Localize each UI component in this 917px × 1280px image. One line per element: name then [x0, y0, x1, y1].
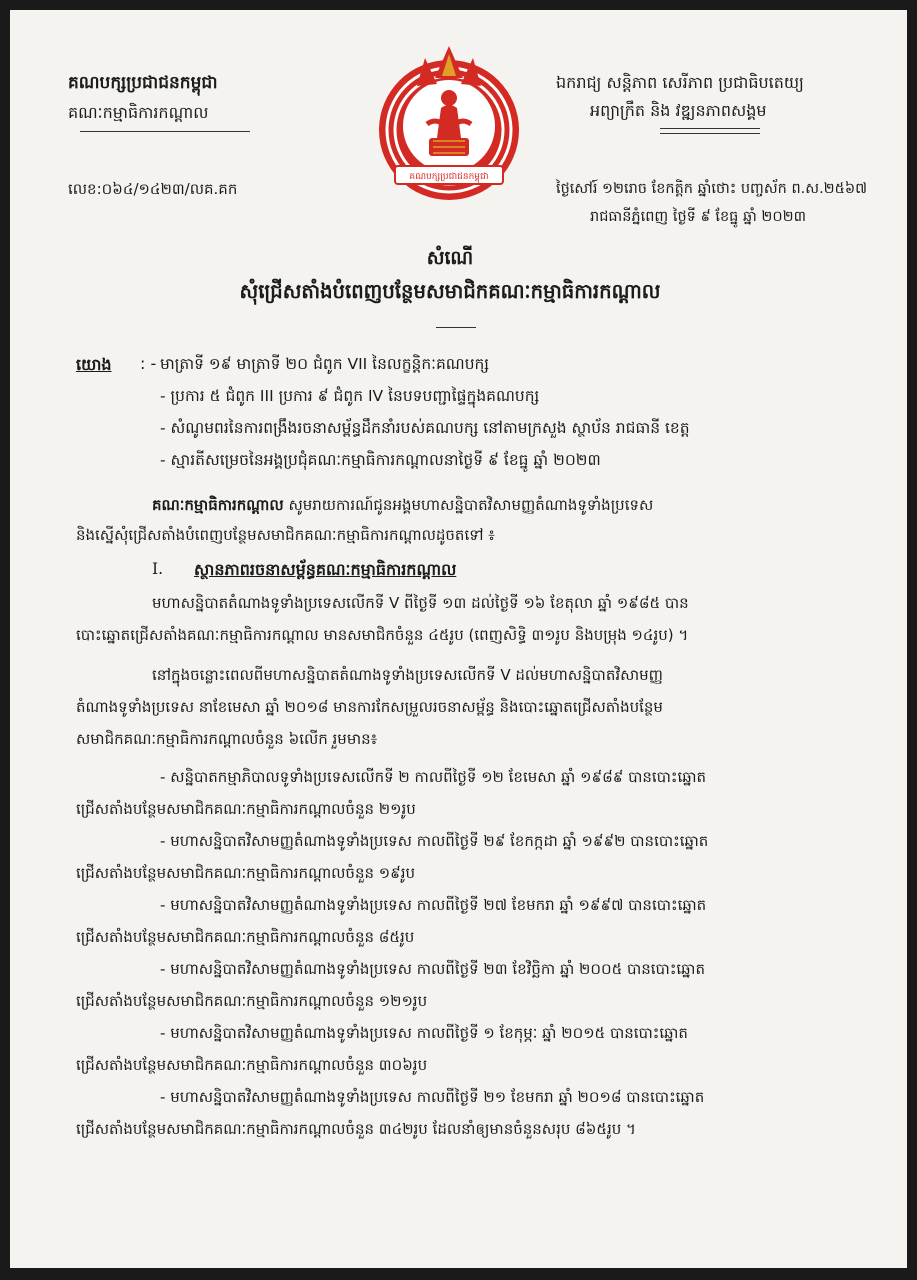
list-item: - សន្និបាតកម្មាភិបាលទូទាំងប្រទេសលើកទី ២ កាលពីថ្ងៃទី ១២ ខែមេសា ឆ្នាំ ១៩៨៩ បានបោះឆ្នោត	[160, 768, 707, 786]
references-colon: : -	[140, 354, 157, 373]
document-title: សំណើ	[426, 247, 474, 269]
list-item: - មហាសន្និបាតវិសាមញ្ញតំណាងទូទាំងប្រទេស កាលពីថ្ងៃទី ១ ខែកុម្ភៈ ឆ្នាំ ២០១៥ បានបោះឆ្នោត	[160, 1024, 688, 1042]
intro-line1	[152, 496, 653, 518]
motto-underline	[660, 128, 760, 129]
list-item: - មហាសន្និបាតវិសាមញ្ញតំណាងទូទាំងប្រទេស កាលពីថ្ងៃទី ២៧ ខែមករា ឆ្នាំ ១៩៩៧ បានបោះឆ្នោត	[160, 896, 707, 914]
motto-underline	[660, 133, 760, 134]
national-motto-line2: អព្យាក្រឹត និង វឌ្ឍនភាពសង្គម	[590, 101, 767, 120]
cpp-party-emblem-icon	[365, 38, 533, 206]
reference-item: - សំណូមពរនៃការពង្រឹងរចនាសម្ព័ន្ធដឹកនាំរបស់គណបក្ស នៅតាមក្រសួង ស្ថាប័ន រាជធានី ខេត្ត	[160, 419, 690, 437]
list-item-cont: ជ្រើសតាំងបន្ថែមសមាជិកគណៈកម្មាធិការកណ្តាលចំនួន ៣០៦រូប	[76, 1056, 428, 1074]
reference-item-text: មាត្រាទី ១៩ មាត្រាទី ២០ ជំពូក VII នៃលក្ខន្តិកៈគណបក្ស	[160, 355, 489, 373]
emblem-banner-text: គណបក្សប្រជាជនកម្ពុជា	[409, 172, 489, 182]
paragraph-line: តំណាងទូទាំងប្រទេស នាខែមេសា ឆ្នាំ ២០១៨ មានការកែសម្រួលរចនាសម្ព័ន្ធ និងបោះឆ្នោតជ្រើសតាំងបន្ថែម	[76, 698, 663, 716]
paragraph-line: សមាជិកគណៈកម្មាធិការកណ្តាលចំនួន ៦លើក រួមមាន៖	[76, 730, 378, 748]
references-label: យោង	[76, 355, 112, 374]
list-item: - មហាសន្និបាតវិសាមញ្ញតំណាងទូទាំងប្រទេស កាលពីថ្ងៃទី ២៩ ខែកក្កដា ឆ្នាំ ១៩៩២ បានបោះឆ្នោត	[160, 832, 709, 850]
list-item-cont: ជ្រើសតាំងបន្ថែមសមាជិកគណៈកម្មាធិការកណ្តាលចំនួន ១២១រូប	[76, 992, 428, 1010]
paragraph-line: នៅក្នុងចន្លោះពេលពីមហាសន្និបាតតំណាងទូទាំងប្រទេសលើកទី V ដល់មហាសន្និបាតវិសាមញ្ញ	[152, 666, 663, 684]
committee-underline	[80, 131, 250, 132]
list-item-cont: ជ្រើសតាំងបន្ថែមសមាជិកគណៈកម្មាធិការកណ្តាលចំនួន ២១រូប	[76, 800, 416, 818]
document-subtitle: សុំជ្រើសតាំងបំពេញបន្ថែមសមាជិកគណៈកម្មាធិការកណ្តាល	[239, 279, 661, 303]
intro-line2: និងស្នើសុំជ្រើសតាំងបំពេញបន្ថែមសមាជិកគណៈកម្មាធិការកណ្តាលដូចតទៅ ៖	[76, 526, 495, 544]
national-motto-line1: ឯករាជ្យ សន្តិភាព សេរីភាព ប្រជាធិបតេយ្យ	[556, 73, 804, 92]
reference-item-text: ប្រការ ៥ ជំពូក III ប្រការ ៩ ជំពូក IV នៃបទបញ្ជាផ្ទៃក្នុងគណបក្ស	[170, 387, 540, 405]
list-item-cont: ជ្រើសតាំងបន្ថែមសមាជិកគណៈកម្មាធិការកណ្តាលចំនួន ៣៤២រូប ដែលនាំឲ្យមានចំនួនសរុប ៨៦៥រូប ។	[76, 1120, 636, 1138]
list-item-cont: ជ្រើសតាំងបន្ថែមសមាជិកគណៈកម្មាធិការកណ្តាលចំនួន ៨៥រូប	[76, 928, 415, 946]
reference-item-text: ស្មារតីសម្រេចនៃអង្គប្រជុំគណៈកម្មាធិការកណ្តាលនាថ្ងៃទី ៩ ខែធ្នូ ឆ្នាំ ២០២៣	[170, 451, 601, 469]
document-page	[10, 10, 907, 1268]
list-item: - មហាសន្និបាតវិសាមញ្ញតំណាងទូទាំងប្រទេស កាលពីថ្ងៃទី ២១ ខែមករា ឆ្នាំ ២០១៨ បានបោះឆ្នោត	[160, 1088, 705, 1106]
reference-item-text: សំណូមពរនៃការពង្រឹងរចនាសម្ព័ន្ធដឹកនាំរបស់គណបក្ស នៅតាមក្រសួង ស្ថាប័ន រាជធានី ខេត្ត	[170, 419, 690, 437]
intro-rest: សូមរាយការណ៍ជូនអង្គមហាសន្និបាតវិសាមញ្ញតំណាងទូទាំងប្រទេស	[288, 496, 654, 514]
section-title: ស្ថានភាពរចនាសម្ព័ន្ធគណៈកម្មាធិការកណ្តាល	[194, 560, 457, 579]
committee-name: គណៈកម្មាធិការកណ្តាល	[68, 103, 209, 122]
solar-date: រាជធានីភ្នំពេញ ថ្ងៃទី ៩ ខែធ្នូ ឆ្នាំ ២០២៣	[590, 209, 806, 225]
intro-bold: គណៈកម្មាធិការកណ្តាល	[152, 496, 284, 514]
paragraph-line: មហាសន្និបាតតំណាងទូទាំងប្រទេសលើកទី V ពីថ្ងៃទី ១៣ ដល់ថ្ងៃទី ១៦ ខែតុលា ឆ្នាំ ១៩៨៥ បាន	[152, 594, 689, 612]
reference-number: លេខ:០៦៤/១៤២៣/លគ.គក	[68, 180, 238, 198]
reference-item	[160, 354, 489, 377]
reference-item: - ស្មារតីសម្រេចនៃអង្គប្រជុំគណៈកម្មាធិការកណ្តាលនាថ្ងៃទី ៩ ខែធ្នូ ឆ្នាំ ២០២៣	[160, 451, 601, 469]
paragraph-line: បោះឆ្នោតជ្រើសតាំងគណៈកម្មាធិការកណ្តាល មានសមាជិកចំនួន ៤៥រូប (ពេញសិទ្ធិ ៣១រូប និងបម្រុង ១៤រូប) ។	[76, 626, 689, 644]
title-divider	[436, 327, 476, 328]
lunar-date: ថ្ងៃសៅរ៍ ១២រោច ខែកត្តិក ឆ្នាំថោះ បញ្ចស័ក ព.ស.២៥៦៧	[556, 181, 868, 197]
list-item-cont: ជ្រើសតាំងបន្ថែមសមាជិកគណៈកម្មាធិការកណ្តាលចំនួន ១៩រូប	[76, 864, 416, 882]
reference-item: - ប្រការ ៥ ជំពូក III ប្រការ ៩ ជំពូក IV នៃបទបញ្ជាផ្ទៃក្នុងគណបក្ស	[160, 387, 540, 405]
section-number: I.	[152, 560, 164, 578]
list-item: - មហាសន្និបាតវិសាមញ្ញតំណាងទូទាំងប្រទេស កាលពីថ្ងៃទី ២៣ ខែវិច្ឆិកា ឆ្នាំ ២០០៥ បានបោះឆ្នោត	[160, 960, 705, 978]
party-name: គណបក្សប្រជាជនកម្ពុជា	[68, 73, 218, 93]
